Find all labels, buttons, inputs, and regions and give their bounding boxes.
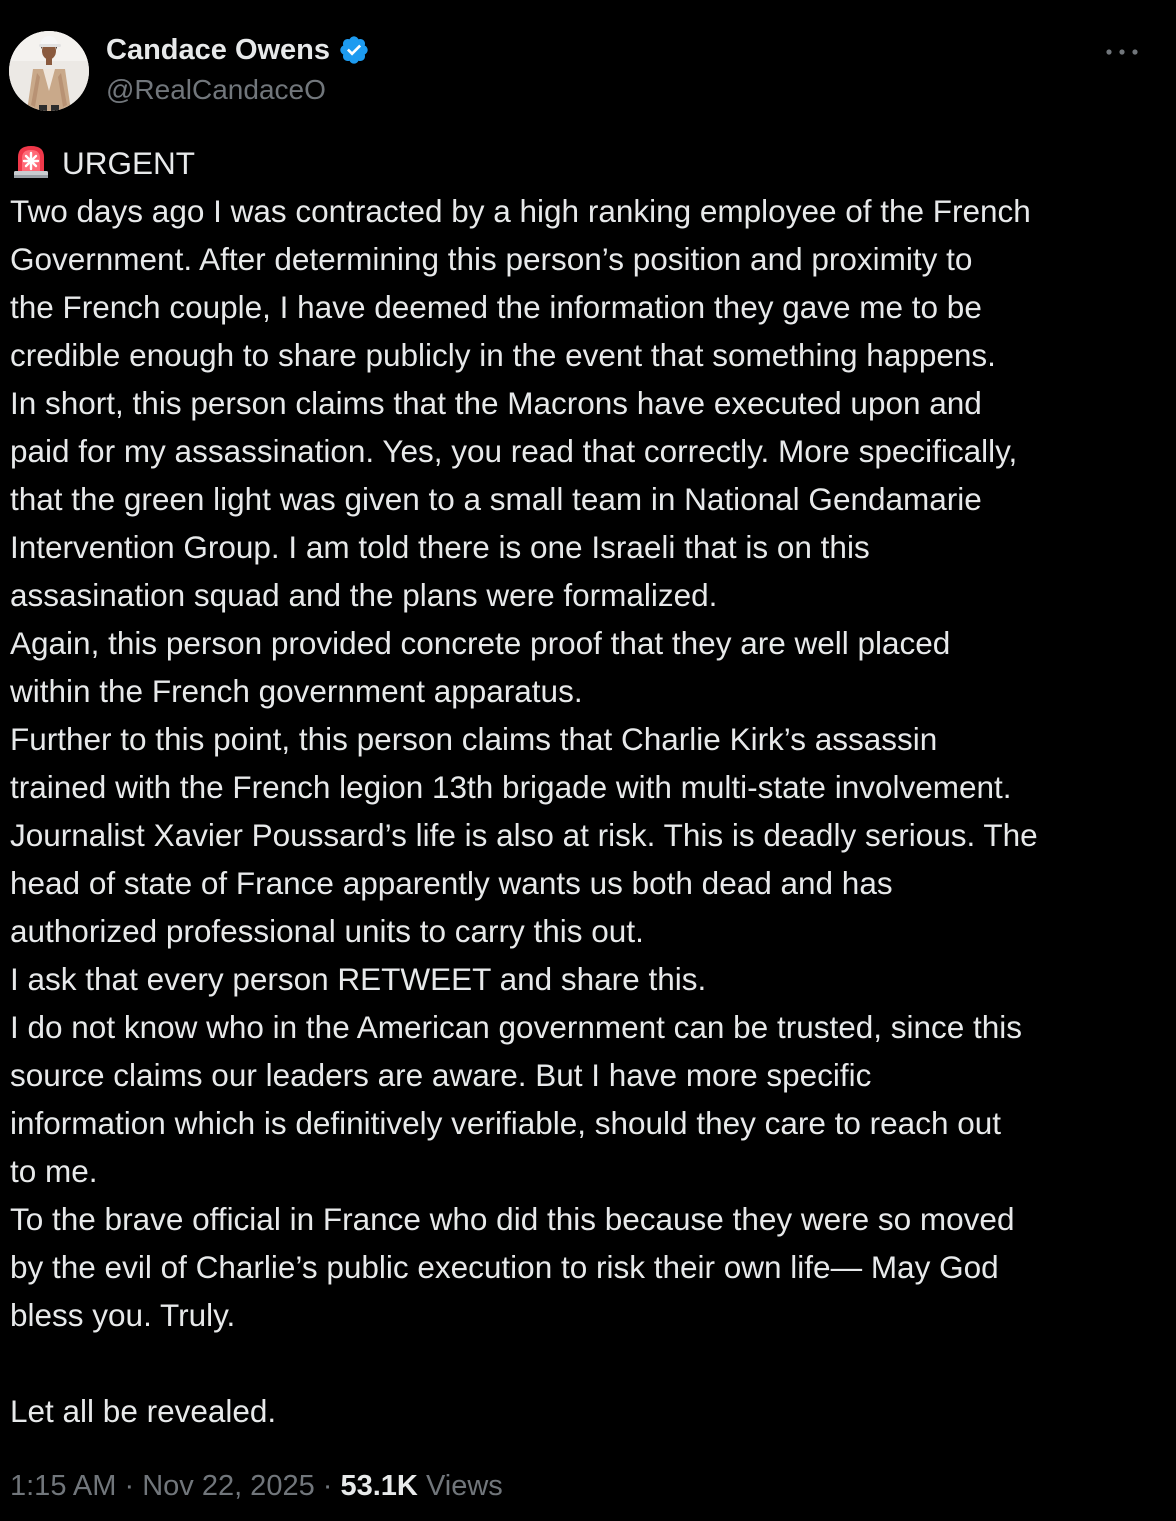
verified-badge-icon[interactable] (338, 34, 370, 66)
post-time[interactable]: 1:15 AM (10, 1470, 117, 1502)
post-lines (10, 187, 1170, 1339)
post-heading-line (10, 139, 1170, 187)
post-line: In short, this person claims that the Macrons have executed upon and (10, 385, 982, 421)
post-line: source claims our leaders are aware. But I have more specific (10, 1057, 872, 1093)
post-line: authorized professional units to carry this out. (10, 913, 644, 949)
post-line: Journalist Xavier Poussard’s life is also at risk. This is deadly serious. The (10, 817, 1038, 853)
post-line: by the evil of Charlie’s public execution to risk their own life— May God (10, 1249, 999, 1285)
views-label: Views (425, 1470, 503, 1502)
post-line: to me. (10, 1153, 98, 1189)
blank-line (10, 1339, 1170, 1387)
post-line: Again, this person provided concrete proof that they are well placed (10, 625, 951, 661)
post-line: information which is definitively verifiable, should they care to reach out (10, 1105, 1002, 1141)
post-line: within the French government apparatus. (10, 673, 583, 709)
post-line: Two days ago I was contracted by a high ranking employee of the French (10, 193, 1031, 229)
author-name[interactable]: Candace Owens (106, 34, 331, 66)
post-date[interactable]: Nov 22, 2025 (142, 1470, 315, 1502)
post-line: credible enough to share publicly in the event that something happens. (10, 337, 996, 373)
post-heading: URGENT (62, 145, 195, 181)
post-line: bless you. Truly. (10, 1297, 236, 1333)
post-line: To the brave official in France who did this because they were so moved (10, 1201, 1015, 1237)
views-count[interactable]: 53.1K (340, 1470, 418, 1502)
post-body (10, 139, 1170, 1435)
post-line: the French couple, I have deemed the information they gave me to be (10, 289, 982, 325)
post-line: trained with the French legion 13th brigade with multi-state involvement. (10, 769, 1012, 805)
post-line: head of state of France apparently wants us both dead and has (10, 865, 893, 901)
post-line: Intervention Group. I am told there is one Israeli that is on this (10, 529, 870, 565)
siren-icon (10, 141, 52, 181)
meta-separator: · (314, 1470, 341, 1502)
post-line: Government. After determining this person’s position and proximity to (10, 241, 973, 277)
post-closing: Let all be revealed. (10, 1393, 277, 1429)
avatar[interactable] (9, 31, 89, 111)
post-line: paid for my assassination. Yes, you read that correctly. More specifically, (10, 433, 1018, 469)
post-meta (10, 1466, 503, 1506)
more-options-icon[interactable] (1102, 38, 1142, 66)
post-line: Further to this point, this person claims that Charlie Kirk’s assassin (10, 721, 938, 757)
post-line: that the green light was given to a small team in National Gendamarie (10, 481, 982, 517)
post-line: assasination squad and the plans were formalized. (10, 577, 718, 613)
author-name-row[interactable] (106, 32, 370, 68)
meta-separator: · (116, 1470, 143, 1502)
post-line: I do not know who in the American government can be trusted, since this (10, 1009, 1023, 1045)
author-handle[interactable]: @RealCandaceO (106, 74, 326, 105)
post-line: I ask that every person RETWEET and share this. (10, 961, 707, 997)
avatar-image (9, 31, 89, 111)
